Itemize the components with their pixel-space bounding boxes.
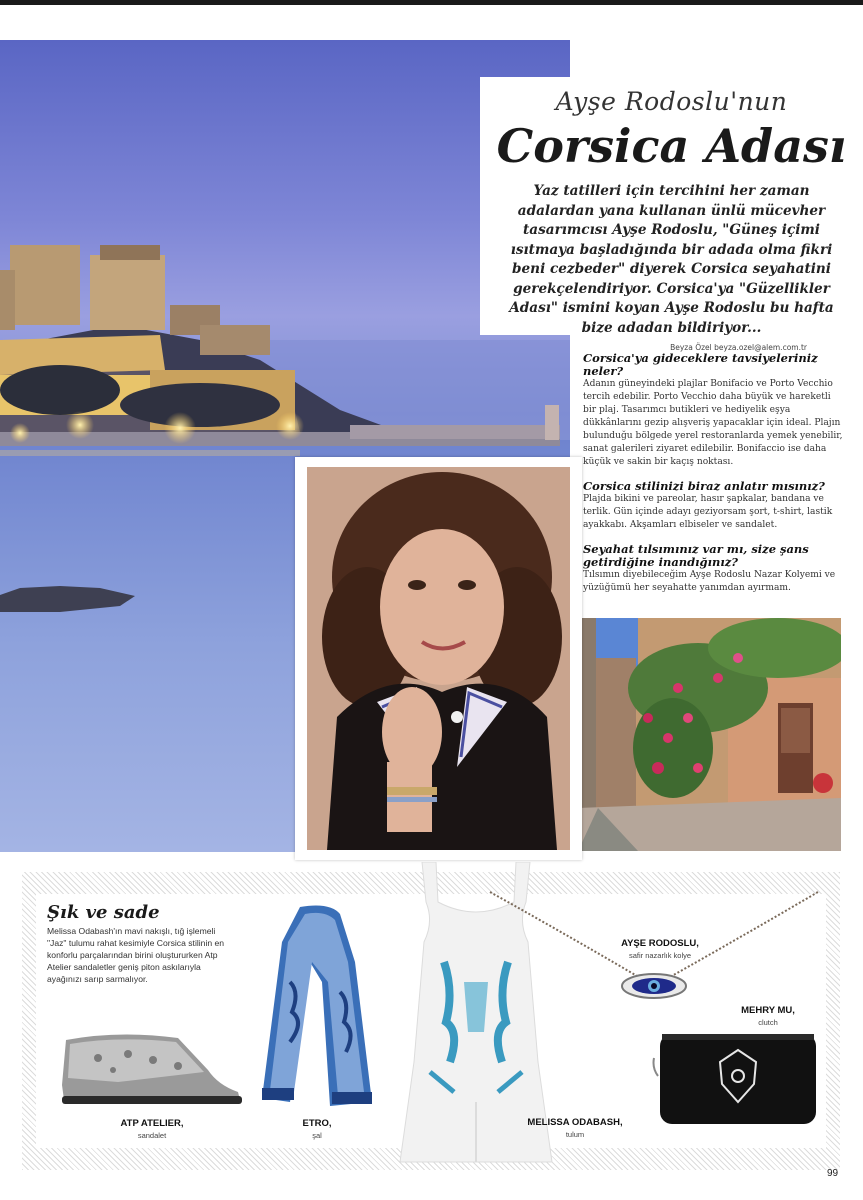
- qa-question-3: Seyahat tılsımınız var mı, size şans getirdiğine inandığınız?: [583, 542, 809, 569]
- scarf-name: ETRO,: [302, 1118, 332, 1129]
- qa-column: [583, 352, 845, 606]
- byline: Beyza Özel beyza.ozel@alem.com.tr: [670, 343, 807, 352]
- article-subtitle: Ayşe Rodoslu'nun: [555, 87, 788, 116]
- corsica-street-photo: [578, 618, 841, 851]
- title-box: [480, 77, 863, 352]
- scarf-image: [260, 902, 378, 1107]
- portrait-illustration: [307, 467, 570, 850]
- page-number: 99: [827, 1168, 839, 1179]
- necklace-name: AYŞE RODOSLU,: [621, 938, 699, 949]
- sandal-name: ATP ATELIER,: [120, 1118, 184, 1129]
- panel-text: Melissa Odabash'ın mavi nakışlı, tığ işlemeli "Jaz" tulumu rahat kesimiyle Corsica stilinin en konforlu parçalarından birini oluştururken Atp Atelier sandaletler geniş piton askılarıyla ayağınızı sarıp sarmalıyor.: [47, 926, 225, 984]
- clutch-image: [652, 1028, 822, 1128]
- clutch-name: MEHRY MU,: [741, 1005, 795, 1016]
- scarf-type: şal: [312, 1131, 322, 1140]
- article-title: Corsica Adası: [496, 119, 847, 173]
- portrait-photo: [307, 467, 570, 850]
- qa-answer-2: Plajda bikini ve pareolar, hasır şapkalar, bandana ve terlik. Gün içinde adayı geziyorsam şort, t-shirt, lastik ayakkabı. Akşamları elbiseler ve sandalet.: [583, 494, 833, 530]
- street-illustration: [578, 618, 841, 851]
- jumpsuit-type: tulum: [565, 1130, 585, 1139]
- clutch-type: clutch: [758, 1018, 778, 1027]
- necklace-type: safir nazarlık kolye: [628, 951, 692, 960]
- article-intro: Yaz tatilleri için tercihini her zaman adalardan yana kullanan ünlü mücevher tasarımcısı Ayşe Rodoslu, "Güneş içimi ısıtmaya başladığında bir adada olma fikri beni cezbeder" diyerek Corsica seyahatini gerekçelendiriyor. Corsica'ya "Güzellikler Adası" ismini koyan Ayşe Rodoslu bu hafta bize adadan bildiriyor...: [509, 183, 834, 336]
- qa-question-2: Corsica stilinizi biraz anlatır mısınız?: [583, 479, 825, 493]
- qa-answer-3: Tılsımın diyebileceğim Ayşe Rodoslu Nazar Kolyemi ve yüzüğümü her seyahatte yanımdan ayırmam.: [583, 570, 836, 593]
- sandal-type: sandalet: [137, 1131, 167, 1140]
- portrait-frame: [295, 457, 582, 860]
- sandal-image: [58, 1030, 244, 1108]
- top-edge-bar: [0, 0, 863, 5]
- qa-answer-1: Adanın güneyindeki plajlar Bonifacio ve Porto Vecchio tercih edebilir. Porto Vecchio daha büyük ve hareketli bir plaj. Tasarımcı butikleri ve hediyelik eşya dükkânlarını gezip alışveriş yapacaklar için ideal. Plajın bulunduğu bölgede yerel restoranlarda yemek yenebilir, sanat galerileri ziyaret edilebilir. Bonifaccio ise daha küçük ve sakin bir kaçış noktası.: [583, 379, 843, 467]
- panel-title: Şık ve sade: [47, 902, 160, 923]
- jumpsuit-name: MELISSA ODABASH,: [527, 1117, 623, 1128]
- qa-question-1: Corsica'ya gideceklere tavsiyeleriniz neler?: [583, 351, 818, 378]
